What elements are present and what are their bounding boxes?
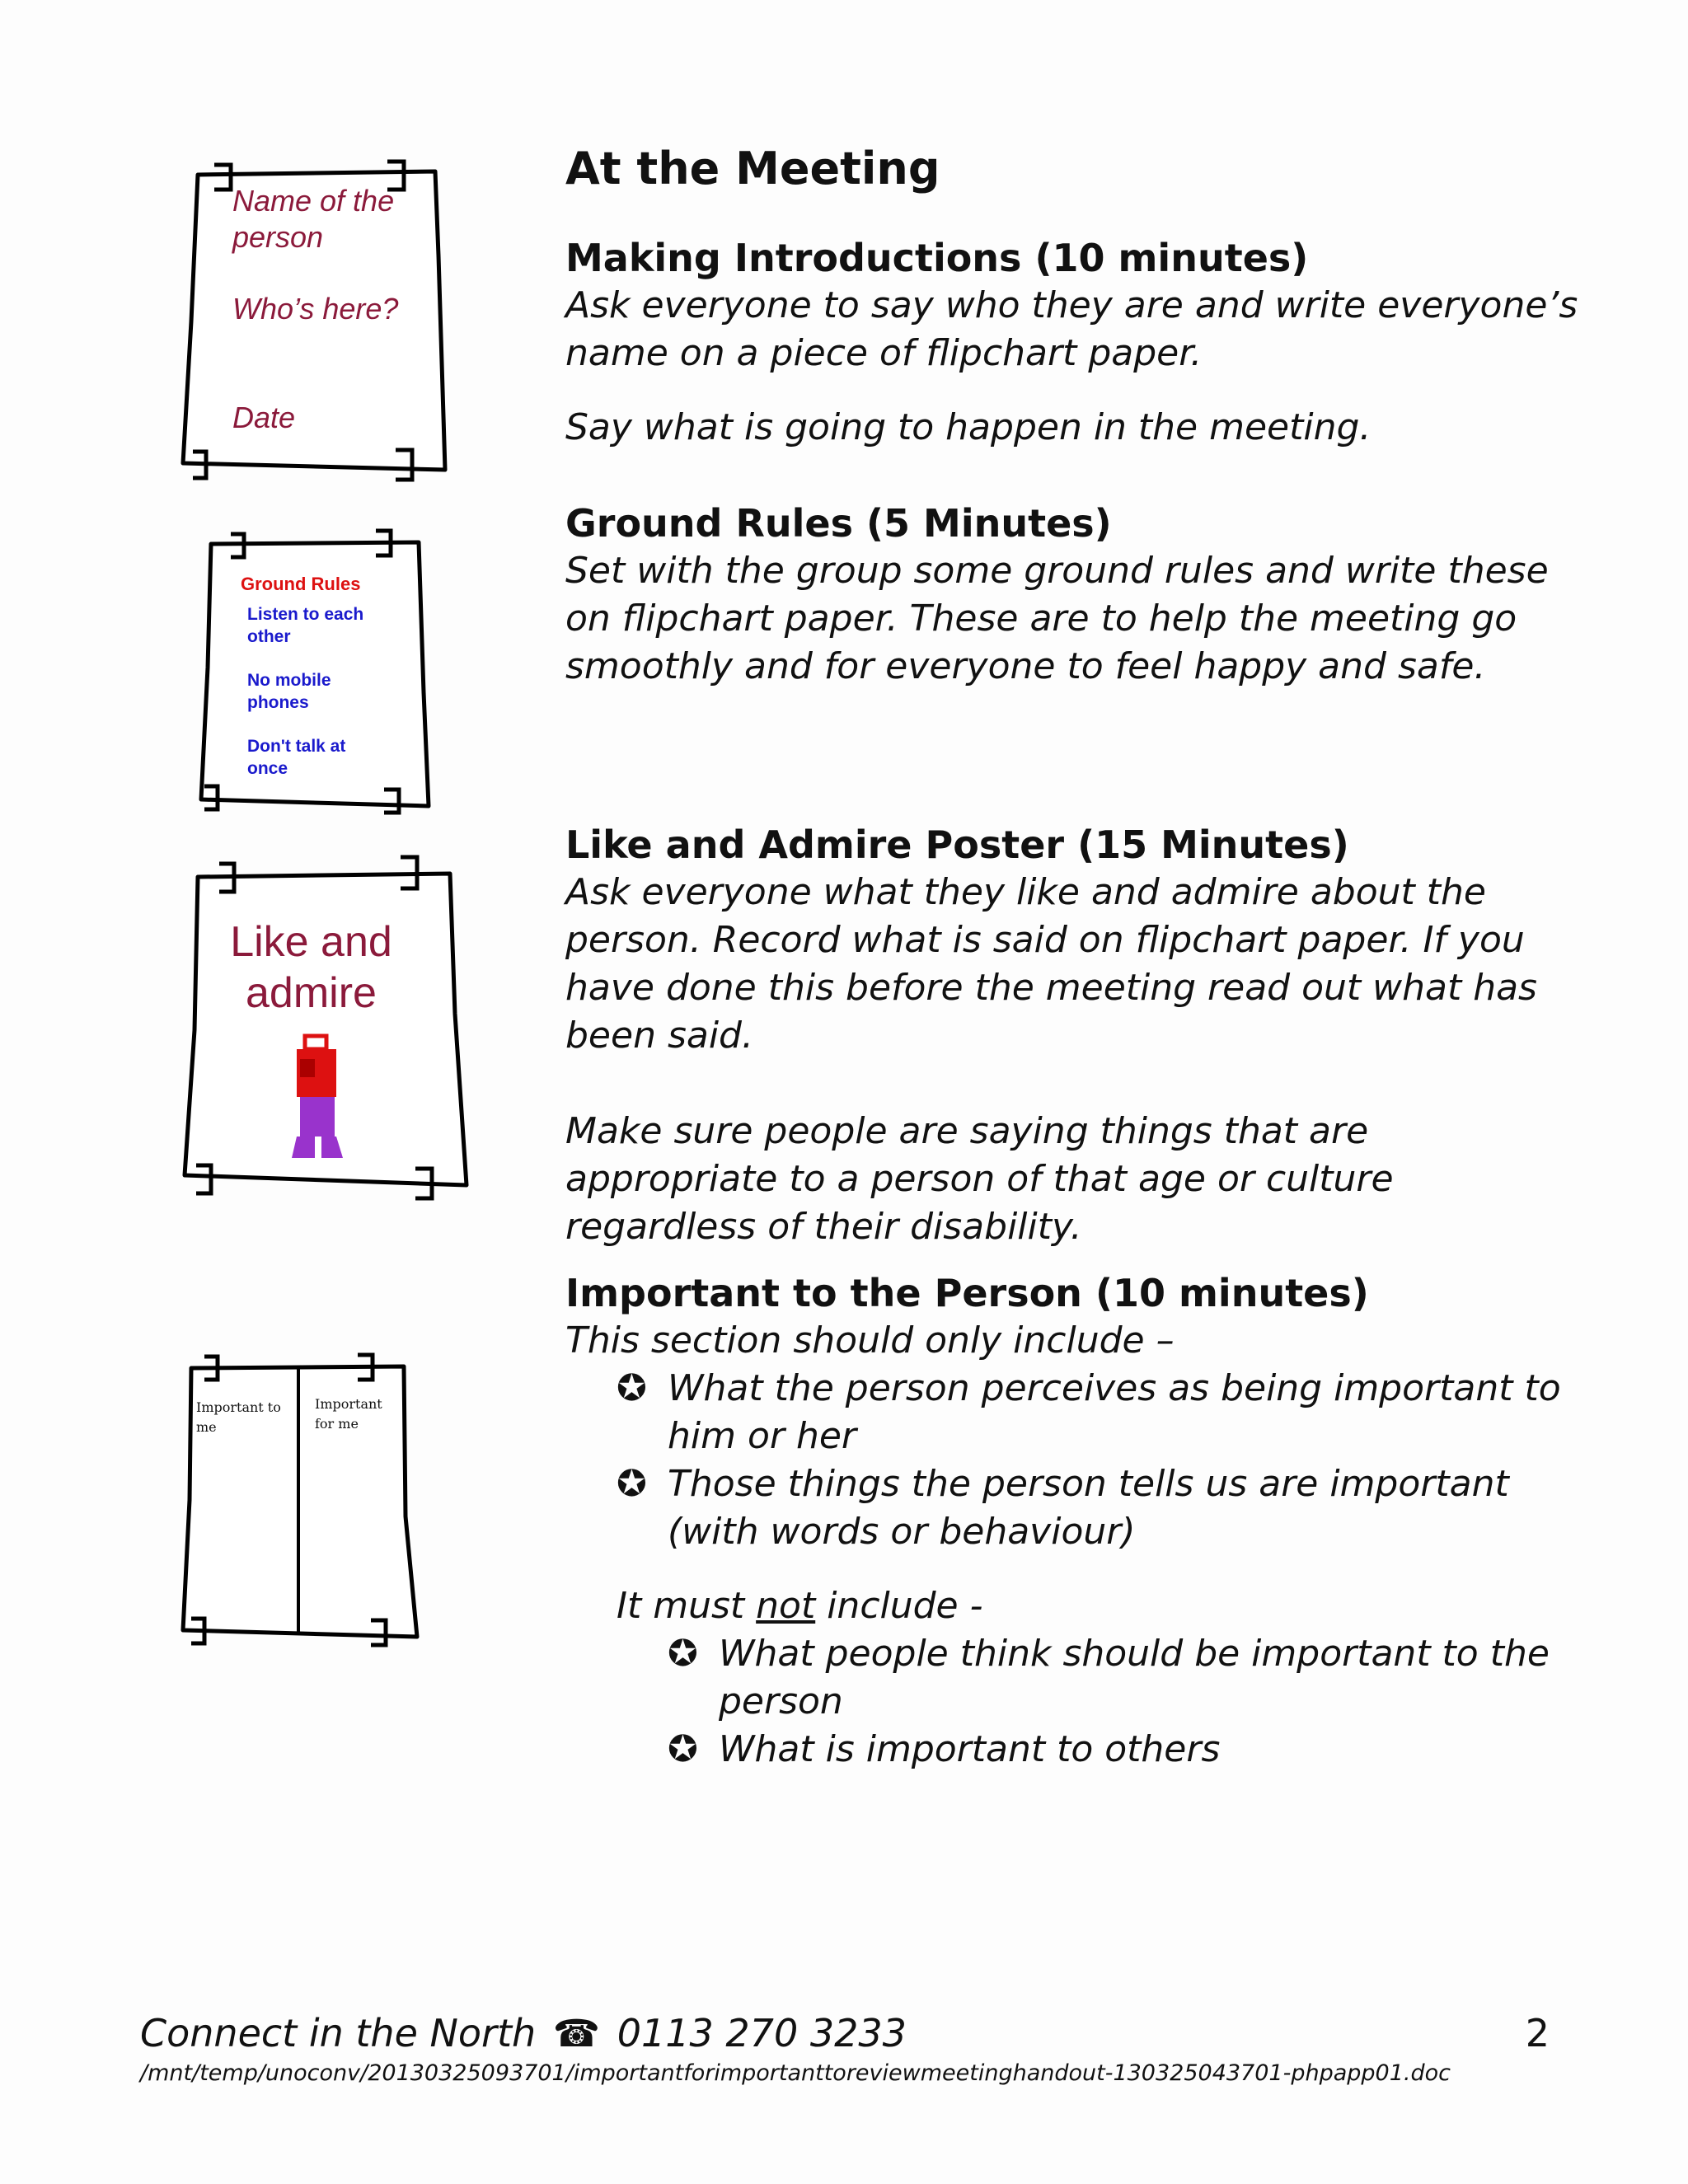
section-title: Like and Admire Poster (15 Minutes)	[565, 823, 1349, 867]
section-paragraph: Say what is going to happen in the meeting.	[565, 406, 1372, 448]
section-title: Making Introductions (10 minutes)	[565, 236, 1309, 280]
list-item	[617, 1460, 1579, 1556]
poster-title: Ground Rules	[241, 574, 361, 594]
list-item	[617, 1365, 1579, 1460]
footer-file-path: /mnt/temp/unoconv/20130325093701/importantforimportanttoreviewmeetinghandout-130325043701-phpapp01.doc	[140, 2060, 1451, 2086]
figure-icon	[288, 1034, 346, 1162]
section-paragraph: Set with the group some ground rules and write these on flipchart paper. These are to help the meeting go smoothly and for everyone to feel happy and safe.	[565, 550, 1549, 687]
section-paragraph: Ask everyone to say who they are and write everyone’s name on a piece of flipchart paper.	[565, 284, 1578, 374]
section-paragraph: Make sure people are saying things that are appropriate to a person of that age or culture regardless of their disability.	[565, 1110, 1394, 1248]
poster-line: Name of the	[232, 184, 395, 218]
footer-phone: 0113 270 3233	[617, 2011, 907, 2055]
section-title: Ground Rules (5 Minutes)	[565, 501, 1112, 546]
poster-line: Don't talk at	[247, 737, 346, 756]
section-title: Important to the Person (10 minutes)	[565, 1271, 1369, 1315]
poster-line: Who’s here?	[232, 292, 399, 326]
poster-line: Important to	[196, 1399, 281, 1415]
star-bullet-icon: ✪	[617, 1367, 647, 1409]
section-ground-rules	[565, 499, 1579, 691]
section-introductions	[565, 234, 1579, 452]
must-not-line	[617, 1582, 1579, 1630]
poster-line: me	[196, 1419, 217, 1435]
footer	[140, 2011, 1550, 2055]
list-item-text: What the person perceives as being important to him or her	[668, 1367, 1561, 1457]
section-paragraph: Ask everyone what they like and admire about the person. Record what is said on flipchart paper. If you have done this before the meeting read out what has been said.	[565, 871, 1537, 1057]
poster-line: phones	[247, 693, 309, 712]
must-not-prefix: It must	[617, 1585, 745, 1627]
phone-icon: ☎	[552, 2011, 601, 2055]
must-not-emphasis: not	[756, 1585, 816, 1627]
poster-line: Like and	[230, 918, 392, 966]
poster-line: Important	[315, 1396, 382, 1412]
section-important	[565, 1269, 1579, 1774]
star-bullet-icon: ✪	[668, 1728, 698, 1770]
list-item-text: What is important to others	[719, 1728, 1221, 1770]
footer-org: Connect in the North	[140, 2011, 537, 2055]
section-paragraph: This section should only include –	[565, 1319, 1175, 1361]
page-number: 2	[1525, 2011, 1550, 2055]
list-item-text: Those things the person tells us are important (with words or behaviour)	[668, 1463, 1509, 1553]
poster-line: admire	[246, 969, 377, 1017]
list-item-text: What people think should be important to the person	[719, 1633, 1550, 1722]
poster-line: other	[247, 627, 291, 646]
must-not-suffix: include -	[827, 1585, 983, 1627]
poster-line: No mobile	[247, 671, 331, 690]
poster-line: Date	[232, 401, 296, 434]
poster-line: Listen to each	[247, 605, 364, 624]
list-item	[668, 1630, 1579, 1726]
poster-line: for me	[315, 1416, 359, 1432]
page-title: At the Meeting	[565, 143, 940, 194]
main-content	[565, 140, 1579, 1774]
list-item	[668, 1726, 1579, 1774]
poster-line: person	[232, 220, 324, 254]
section-like-admire	[565, 821, 1579, 1251]
star-bullet-icon: ✪	[668, 1633, 698, 1675]
poster-line: once	[247, 759, 288, 778]
star-bullet-icon: ✪	[617, 1463, 647, 1505]
